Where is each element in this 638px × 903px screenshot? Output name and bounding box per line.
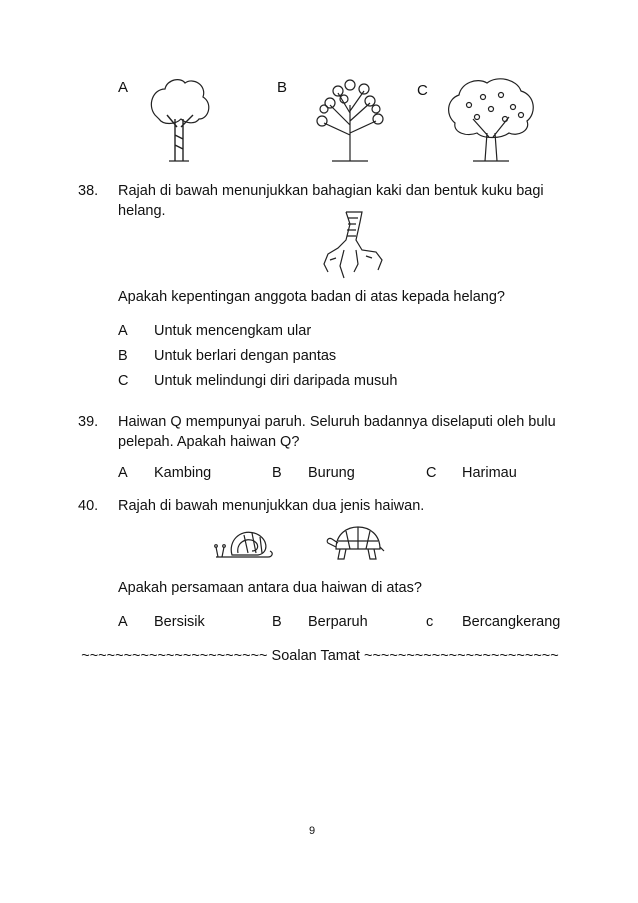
snail-icon	[214, 527, 276, 563]
option-text: Kambing	[154, 465, 212, 481]
option-letter: A	[118, 465, 128, 481]
option-text: Berparuh	[308, 614, 368, 630]
question-prompt: Apakah kepentingan anggota badan di atas kepada helang?	[118, 289, 505, 305]
tree-leafy-icon	[310, 75, 390, 165]
option-letter: A	[118, 323, 128, 339]
option-text: Untuk mencengkam ular	[154, 323, 312, 339]
option-text: Untuk melindungi diri daripada musuh	[154, 373, 398, 389]
tree-option-label-a: A	[118, 79, 129, 96]
tree-round-icon	[145, 75, 215, 165]
tree-fruit-icon	[443, 75, 538, 165]
question-number: 40.	[78, 498, 99, 514]
option-letter: c	[426, 614, 434, 630]
question-stem-line1: Rajah di bawah menunjukkan bahagian kaki dan bentuk kuku bagi	[118, 183, 544, 199]
question-stem-line1: Haiwan Q mempunyai paruh. Seluruh badannya diselaputi oleh bulu	[118, 414, 556, 430]
option-letter: A	[118, 614, 128, 630]
tree-option-label-b: B	[277, 79, 288, 96]
option-letter: B	[272, 465, 282, 481]
page-number: 9	[309, 825, 316, 837]
question-stem-line2: helang.	[118, 203, 166, 219]
option-letter: C	[426, 465, 437, 481]
option-letter: B	[118, 348, 128, 364]
option-letter: C	[118, 373, 129, 389]
question-stem: Rajah di bawah menunjukkan dua jenis haiwan.	[118, 498, 425, 514]
question-stem-line2: pelepah. Apakah haiwan Q?	[118, 434, 300, 450]
option-text: Harimau	[462, 465, 517, 481]
question-number: 39.	[78, 414, 99, 430]
eagle-claw-icon	[316, 210, 388, 282]
option-text: Untuk berlari dengan pantas	[154, 348, 337, 364]
option-text: Bersisik	[154, 614, 205, 630]
question-prompt: Apakah persamaan antara dua haiwan di atas?	[118, 580, 422, 596]
option-text: Burung	[308, 465, 355, 481]
option-letter: B	[272, 614, 282, 630]
tree-option-label-c: C	[417, 82, 428, 99]
tortoise-icon	[326, 525, 386, 563]
question-number: 38.	[78, 183, 99, 199]
option-text: Bercangkerang	[462, 614, 561, 630]
end-of-questions-line: ~~~~~~~~~~~~~~~~~~~~~~ Soalan Tamat ~~~~~~~~~~~~~~~~~~~~~~~	[81, 648, 559, 664]
